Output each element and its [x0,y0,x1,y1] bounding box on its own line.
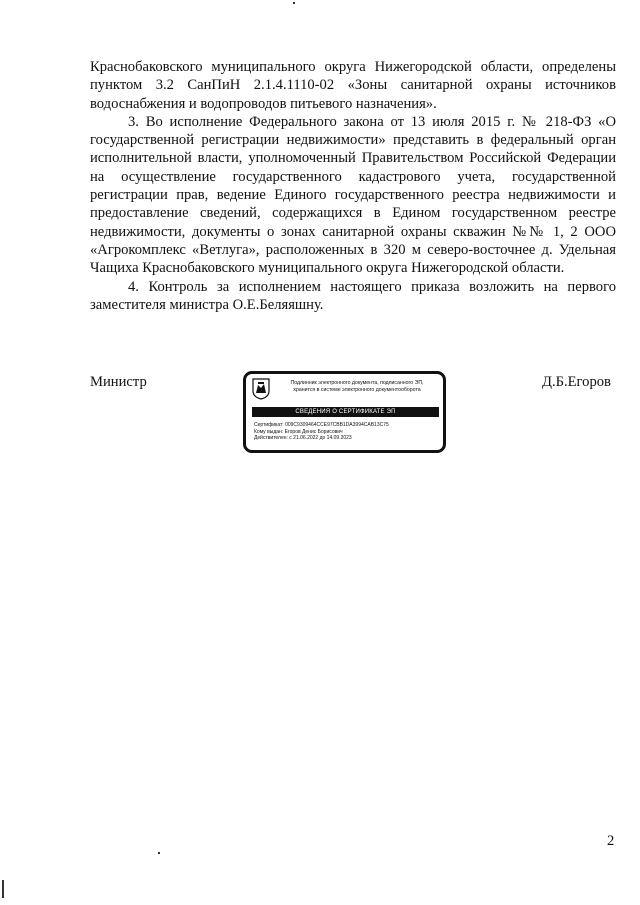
certificate-banner: СВЕДЕНИЯ О СЕРТИФИКАТЕ ЭП [252,407,439,417]
signatory-title: Министр [90,374,147,390]
certificate-details [254,422,389,442]
certificate-row [254,422,389,429]
issued-to-label: Кому выдан: [254,428,284,435]
scan-speck [158,852,160,854]
stamp-note-line-1: Подлинник электронного документа, подписанного ЭП, [290,380,424,386]
paragraph-item-3: 3. Во исполнение Федерального закона от 13 июля 2015 г. № 218-ФЗ «О государственной регистрации недвижимости» представить в федеральный орган исполнительной власти, уполномоченный Правительством Российской Федерации на осуществление государственного кадастрового учета, государственной регистрации прав, ведение Единого государственного реестра недвижимости и предоставление сведений, содержащихся в Едином государственном реестре недвижимости, документы о зонах санитарной охраны скважин №№ 1, 2 ООО «Агрокомплекс «Ветлуга», расположенных в 320 м северо-восточнее д. Удельная Чащиха Краснобаковского муниципального округа Нижегородской области. [90,113,616,277]
certificate-value: 009C9309464CCE97CBB1DA3994CAB13C75 [285,422,389,428]
signatory-name: Д.Б.Егоров [542,374,611,390]
page-number: 2 [607,833,615,849]
issued-to-value: Егоров Денис Борисович [284,428,343,435]
certificate-label: Сертификат: [254,422,284,428]
valid-row [254,435,389,442]
stamp-note-line-2: хранится в системе электронного документооборота [293,387,421,393]
stamp-note [272,380,442,394]
paragraph-continuation: Краснобаковского муниципального округа Нижегородской области, определены пунктом 3.2 СанПиН 2.1.4.1110-02 «Зоны санитарной охраны источников водоснабжения и водопроводов питьевого назначения». [90,59,616,112]
scan-speck [293,2,295,4]
valid-label: Действителен: [254,435,288,442]
paragraph-item-4: 4. Контроль за исполнением настоящего приказа возложить на первого заместителя министра О.Е.Беляяшну. [90,278,616,313]
coat-of-arms-icon [252,378,270,400]
scan-speck [2,880,4,898]
valid-value: с 21.06.2022 до 14.09.2023 [289,435,352,442]
document-body [90,58,616,314]
electronic-signature-stamp [243,371,446,453]
